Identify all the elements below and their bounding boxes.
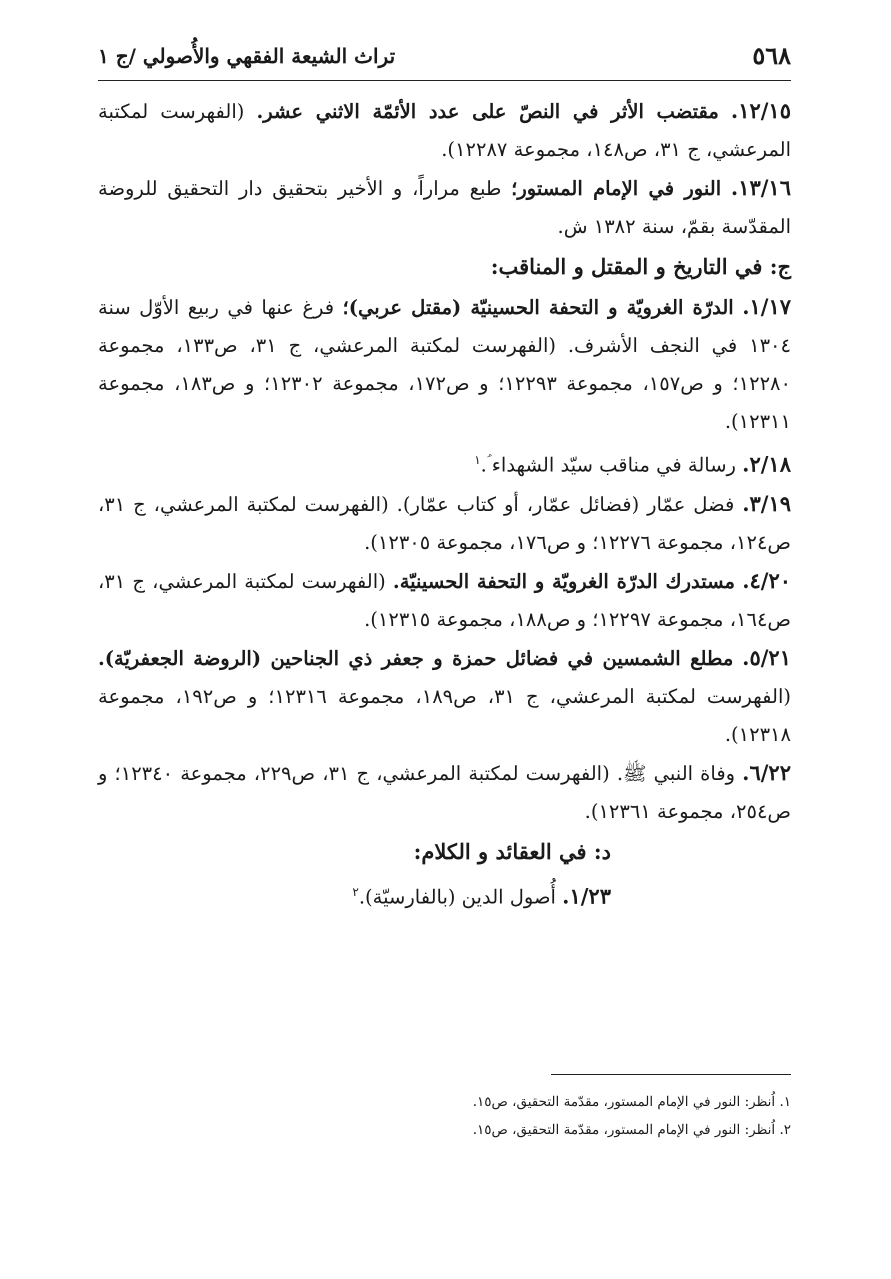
footnote-1: ١. اُنظر: النور في الإمام المستور، مقدّمة التحقيق، ص١٥. (472, 1094, 791, 1110)
entry-16: ١٣/١٦. النور في الإمام المستور؛ طبع مراراً، و الأخير بتحقيق دار التحقيق للروضة المقدّسة بقمّ، سنة ١٣٨٢ ش. (98, 175, 791, 238)
footnote-rule (551, 1074, 791, 1075)
page-number: ٥٦٨ (752, 41, 791, 70)
section-heading-d: د: في العقائد و الكلام: (413, 838, 611, 864)
entry-17: ١/١٧. الدرّة الغرويّة و التحفة الحسينيّة (مقتل عربي)؛ فرغ عنها في ربيع الأوّل سنة ١٣٠٤ في النجف الأشرف. (الفهرست لمكتبة المرعشي، ج ٣١، ص١٣٣، مجموعة ١٢٢٨٠؛ و ص١٥٧، مجموعة ١٢٢٩٣؛ و ص١٧٢، مجموعة ١٢٣٠٢؛ و ص١٨٣، مجموعة ١٢٣١١). (98, 294, 792, 433)
entry-19: ٣/١٩. فضل عمّار (فضائل عمّار، أو كتاب عمّار). (الفهرست لمكتبة المرعشي، ج ٣١، ص١٢٤، مجموعة ١٢٢٧٦؛ و ص١٧٦، مجموعة ١٢٣٠٥). (98, 490, 792, 554)
entry-21: ٥/٢١. مطلع الشمسين في فضائل حمزة و جعفر ذي الجناحين (الروضة الجعفريّة). (الفهرست لمكتبة المرعشي، ج ٣١، ص١٨٩، مجموعة ١٢٣١٦؛ و ص١٩٢، مجموعة ١٢٣١٨). (98, 644, 791, 746)
entry-23: ١/٢٣. أُصول الدين (بالفارسيّة).$^٢$ (352, 883, 611, 908)
page-header (98, 38, 791, 74)
footnote-ref-1: ١ (474, 453, 481, 467)
page-body (98, 92, 791, 916)
header-rule (98, 80, 791, 81)
entry-22: ٦/٢٢. وفاة النبي ﷺ. (الفهرست لمكتبة المرعشي، ج ٣١، ص٢٢٩، مجموعة ١٢٣٤٠؛ و ص٢٥٤، مجموعة ١٢٣٦١). (98, 759, 791, 823)
entry-15: ١٢/١٥. مقتضب الأثر في النصّ على عدد الأئمّة الاثني عشر. (الفهرست لمكتبة المرعشي، ج ٣١، ص١٤٨، مجموعة ١٢٢٨٧). (98, 98, 791, 161)
footnote-2: ٢. اُنظر: النور في الإمام المستور، مقدّمة التحقيق، ص١٥. (472, 1122, 791, 1138)
entry-18: ٢/١٨. رسالة في مناقب سيّد الشهداء ؑ.$^١$ (474, 451, 791, 477)
running-title: تراث الشيعة الفقهي والأُصولي /ج ١ (98, 44, 396, 68)
footnotes (98, 1088, 791, 1144)
entry-20: ٤/٢٠. مستدرك الدرّة الغرويّة و التحفة الحسينيّة. (الفهرست لمكتبة المرعشي، ج ٣١، ص١٦٤، مجموعة ١٢٢٩٧؛ و ص١٨٨، مجموعة ١٢٣١٥). (98, 567, 792, 631)
section-heading-c: ج: في التاريخ و المقتل و المناقب: (490, 254, 791, 279)
footnote-ref-2: ٢ (352, 884, 359, 899)
